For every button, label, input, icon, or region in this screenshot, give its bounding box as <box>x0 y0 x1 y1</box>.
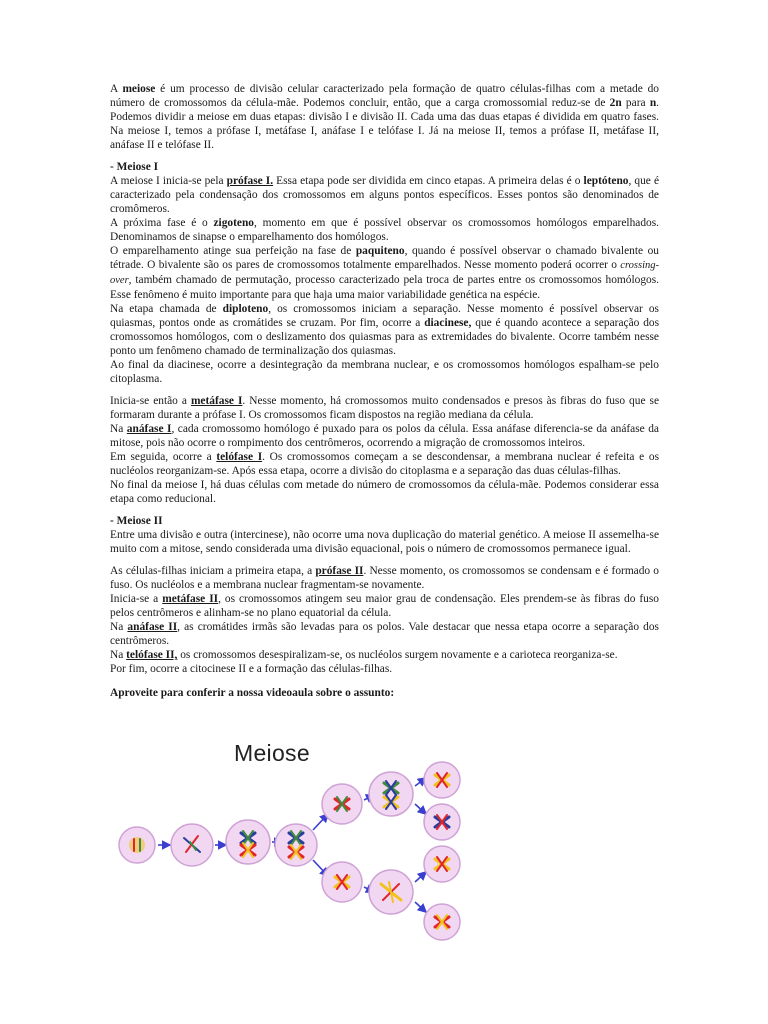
section-heading-meiose-1: - Meiose I <box>110 161 159 173</box>
paragraph-paquiteno: O emparelhamento atinge sua perfeição na fase de paquiteno, quando é possível observar o chamado bivalente ou tétrade. O bivalente são os pares de cromossomos totalmente emparelhados. Nesse momento poderá ocorrer o crossing-over, também chamado de permutação, processo caracterizado pela troca de partes entre os cromossomos homólogos. Esse fenômeno é muito importante para que haja uma maior variabilidade genética na espécie. <box>110 245 659 301</box>
term-profase-1: prófase I. <box>226 175 274 187</box>
paragraph-telofase-2: Na telófase II, os cromossomos desespiralizam-se, os nucléolos surgem novamente e a carioteca reorganiza-se. <box>110 649 618 661</box>
meiose-diagram <box>110 742 470 954</box>
video-callout: Aproveite para conferir a nossa videoaula sobre o assunto: <box>110 687 395 699</box>
paragraph-reducional: No final da meiose I, há duas células com metade do número de cromossomos da célula-mãe. Podemos considerar essa etapa como reducional. <box>110 479 659 505</box>
article-body <box>110 82 659 700</box>
paragraph-citocinese: Por fim, ocorre a citocinese II e a formação das células-filhas. <box>110 663 393 675</box>
cell-metaphase-1 <box>226 820 270 864</box>
arrow <box>415 804 426 814</box>
paragraph-metafase-1: Inicia-se então a metáfase I. Nesse momento, há cromossomos muito condensados e presos às fibras do fuso que se formaram durante a prófase I. Os cromossomos ficam dispostos na região mediana da célula. <box>110 395 659 421</box>
nucleus <box>129 837 145 853</box>
paragraph-anafase-2: Na anáfase II, as cromátides irmãs são levadas para os polos. Vale destacar que nessa etapa ocorre a separação dos centrômeros. <box>110 621 659 647</box>
paragraph-profase-1: A meiose I inicia-se pela prófase I. Essa etapa pode ser dividida em cinco etapas. A primeira delas é o leptóteno, que é caracterizado pela condensação dos cromossomos em alguns pontos específicos. Esses pontos são denominados de cromômeros. <box>110 175 660 215</box>
section-heading-meiose-2: - Meiose II <box>110 515 163 527</box>
meiose-stages-graphic <box>110 742 470 954</box>
arrow <box>415 872 426 882</box>
paragraph-telofase-1: Em seguida, ocorre a telófase I. Os cromossomos começam a se descondensar, a membrana nuclear é refeita e os nucléolos reorganizam-se. Após essa etapa, ocorre a divisão do citoplasma e a separação das duas células-filhas. <box>110 451 660 477</box>
intro-paragraph: A meiose é um processo de divisão celular caracterizado pela formação de quatro células-filhas com a metade do número de cromossomos da célula-mãe. Podemos concluir, então, que a carga cromossomial reduz-se de 2n para n. Podemos dividir a meiose em duas etapas: divisão I e divisão II. Cada uma das duas etapas é dividida em quatro fases. Na meiose I, temos a prófase I, metáfase I, anáfase I e telófase I. Já na meiose II, temos a prófase II, metáfase II, anáfase II e telófase II. <box>110 83 660 151</box>
paragraph-zigoteno: A próxima fase é o zigoteno, momento em que é possível observar os cromossomos homólogos emparelhados. Denominamos de sinapse o emparelhamento dos homólogos. <box>110 217 659 243</box>
cell-anaphase-1 <box>275 824 317 866</box>
paragraph-intercinese: Entre uma divisão e outra (intercinese), não ocorre uma nova duplicação do material genético. A meiose II assemelha-se muito com a mitose, sendo considerada uma divisão equacional, pois o número de cromossomos permanece igual. <box>110 529 659 555</box>
paragraph-metafase-2: Inicia-se a metáfase II, os cromossomos atingem seu maior grau de condensação. Eles prendem-se às fibras do fuso pelos centrômeros e alinham-se no plano equatorial da célula. <box>110 593 659 619</box>
paragraph-diacinese: Ao final da diacinese, ocorre a desintegração da membrana nuclear, e os cromossomos homólogos espalham-se pelo citoplasma. <box>110 359 659 385</box>
cell-upper-2 <box>369 772 413 816</box>
term-meiose: meiose <box>122 83 156 95</box>
paragraph-profase-2: As células-filhas iniciam a primeira etapa, a prófase II. Nesse momento, os cromossomos se condensam e é formado o fuso. Os nucléolos e a membrana nuclear fragmentam-se novamente. <box>110 565 659 591</box>
paragraph-diploteno: Na etapa chamada de diploteno, os cromossomos iniciam a separação. Nesse momento é possível observar os quiasmas, pontos onde as cromátides se cruzam. Por fim, ocorre a diacinese, que é quando acontece a separação dos cromossomos homólogos, com o deslizamento dos quiasmas para as extremidades do bivalente. Ocorre também nesse ponto um fenômeno chamado de terminalização dos quiasmas. <box>110 303 660 357</box>
paragraph-anafase-1: Na anáfase I, cada cromossomo homólogo é puxado para os polos da célula. Essa anáfase diferencia-se da anáfase da mitose, pois não ocorre o rompimento dos centrômeros, ocorrendo a migração de cromossomos inteiros. <box>110 423 659 449</box>
arrow <box>415 902 426 912</box>
diagram-title: Meiose <box>234 740 310 766</box>
